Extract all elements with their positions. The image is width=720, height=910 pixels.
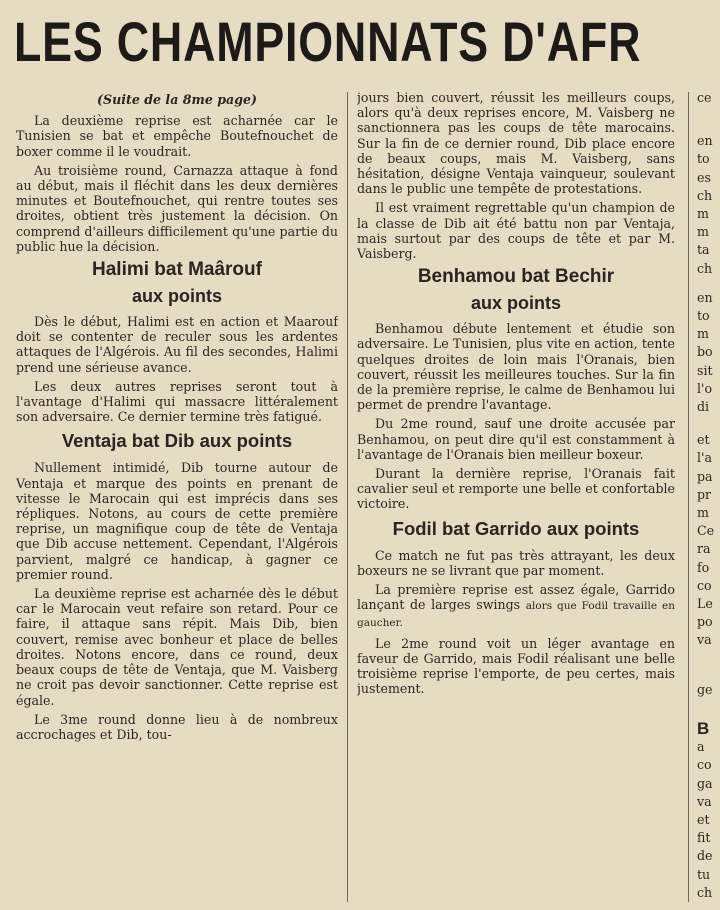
column-divider bbox=[347, 92, 348, 902]
text-fragment: en bbox=[697, 133, 713, 149]
subheading-aux-points: aux points bbox=[470, 293, 561, 314]
text-fragment: fo bbox=[697, 559, 710, 575]
text-fragment: sit bbox=[697, 362, 713, 378]
text-fragment: en bbox=[697, 289, 713, 305]
article-column-2 bbox=[357, 90, 675, 701]
paragraph: Du 2me round, sauf une droite accusée par Benhamou, on peut dire qu'il est constamment à l'avantage de l'Oranais bien meilleur boxeur. bbox=[357, 416, 675, 462]
paragraph: Les deux autres reprises seront tout à l'avantage d'Halimi qui massacre littéralement son adversaire. Ce dernier termine très fatigué. bbox=[16, 378, 338, 425]
text-fragment: es bbox=[697, 169, 711, 185]
text-fragment: l'a bbox=[697, 450, 712, 466]
text-fragment: m bbox=[697, 326, 709, 342]
text-fragment: to bbox=[697, 151, 710, 167]
text-fragment: co bbox=[697, 577, 712, 593]
text-fragment: ch bbox=[697, 187, 713, 203]
text-fragment: pr bbox=[697, 486, 712, 502]
paragraph: jours bien couvert, réussit les meilleurs coups, alors qu'à deux reprises encore, M. Vaisberg ne sanctionnera pas les coups de tête marocains. Sur la fin de ce dernier round, Dib place encore de beaux coups, mais M. Vaisberg, sans hésitation, désigne Ventaja vainqueur, soulevant dans le public une tempête de protestations. bbox=[357, 90, 675, 197]
text-fragment: tu bbox=[697, 866, 711, 882]
paragraph: Nullement intimidé, Dib tourne autour de Ventaja et marque des points en prenant de vitesse le Marocain qui est imprécis dans ses répliques. Notons, au cours de cette première reprise, un magnifique coup de tête de Ventaja que Dib accuse nettement. Cependant, l'Algérois parvient, malgré ce handicap, à gagner ce premier round. bbox=[16, 460, 338, 582]
text-fragment: bo bbox=[697, 344, 713, 360]
text-fragment: B bbox=[697, 718, 710, 738]
paragraph: Durant la dernière reprise, l'Oranais fait cavalier seul et remporte une belle et confortable victoire. bbox=[357, 466, 675, 512]
paragraph: La deuxième reprise est acharnée car le Tunisien se bat et empêche Boutefnouchet de boxer comme il le voudrait. bbox=[16, 113, 338, 159]
text-fragment: va bbox=[697, 632, 712, 648]
text-fragment: m bbox=[697, 505, 709, 521]
text-fragment: ge bbox=[697, 681, 713, 697]
text-fragment: et bbox=[697, 811, 710, 827]
text-fragment: a bbox=[697, 739, 705, 755]
subheading-aux-points: aux points bbox=[131, 286, 222, 307]
text-fragment: di bbox=[697, 399, 710, 415]
text-fragment: l'o bbox=[697, 380, 713, 396]
continuation-note: (Suite de la 8me page) bbox=[97, 92, 257, 107]
paragraph: Benhamou débute lentement et étudie son adversaire. Le Tunisien, plus vite en action, tente quelques droites de loin mais l'Oranais, bien couvert, réussit les meilleures touches. Sur la fin de la première reprise, le calme de Benhamou lui permet de prendre l'avantage. bbox=[357, 321, 675, 413]
text-fragment: co bbox=[697, 757, 712, 773]
text-fragment: va bbox=[697, 793, 712, 809]
paragraph-text: La première reprise est assez égale, Garrido lançant de larges swings bbox=[357, 582, 675, 613]
paragraph: Dès le début, Halimi est en action et Maarouf doit se contenter de reculer sous les ardentes attaques de l'Algérois. Au fil des secondes, Halimi prend une sérieuse avance. bbox=[16, 314, 338, 375]
paragraph: Le 3me round donne lieu à de nombreux accrochages et Dib, tou- bbox=[16, 711, 338, 742]
subheading-fodil: Fodil bat Garrido aux points bbox=[392, 517, 640, 539]
text-fragment: pa bbox=[697, 468, 713, 484]
text-fragment: ce bbox=[697, 90, 712, 105]
text-fragment: to bbox=[697, 308, 710, 324]
paragraph: Au troisième round, Carnazza attaque à fond au début, mais il fléchit dans les deux dernières minutes et Boutefnouchet, qui rentre toutes ses droites, obtient très justement la décision. On comprend d'ailleurs difficilement qu'une partie du public hue la décision. bbox=[16, 162, 338, 254]
text-fragment: ch bbox=[697, 260, 713, 276]
subheading-benhamou: Benhamou bat Bechir bbox=[417, 266, 615, 288]
article-column-3-cropped bbox=[697, 90, 720, 900]
subheading-ventaja: Ventaja bat Dib aux points bbox=[61, 430, 293, 452]
paragraph: Le 2me round voit un léger avantage en faveur de Garrido, mais Fodil réalisant une belle troisième reprise l'emporte, de peu certes, mais justement. bbox=[357, 635, 675, 697]
subheading-halimi: Halimi bat Maârouf bbox=[92, 259, 262, 281]
paragraph: La deuxième reprise est acharnée dès le début car le Marocain veut refaire son retard. Pour ce faire, il attaque sans répit. Mais Dib, bien couvert, remise avec bonheur et place de belles droites. Notons encore, dans ce round, deux beaux coups de tête de Ventaja, que M. Vaisberg ne croit pas devoir sanctionner. Cette reprise est égale. bbox=[16, 586, 338, 708]
text-fragment: et bbox=[697, 432, 710, 448]
text-fragment: ta bbox=[697, 242, 710, 258]
text-fragment: Le bbox=[697, 596, 713, 612]
paragraph: Il est vraiment regrettable qu'un champion de la classe de Dib ait été battu non par Ventaja, mais surtout par des coups de tête et par M. Vaisberg. bbox=[357, 200, 675, 262]
text-fragment: m bbox=[697, 224, 709, 240]
text-fragment: ga bbox=[697, 775, 713, 791]
text-fragment: Ce bbox=[697, 523, 715, 539]
text-fragment: po bbox=[697, 614, 713, 630]
headline: LES CHAMPIONNATS D'AFR bbox=[14, 10, 642, 73]
text-fragment: fit bbox=[697, 830, 711, 846]
paragraph: Ce match ne fut pas très attrayant, les deux boxeurs ne se livrant que par moment. bbox=[357, 547, 675, 578]
text-fragment: de bbox=[697, 848, 713, 864]
paragraph bbox=[357, 582, 675, 632]
paragraph-small-text: alors que Fodil travaille en gaucher. bbox=[357, 600, 675, 630]
article-column-1 bbox=[16, 90, 338, 746]
text-fragment: ra bbox=[697, 541, 711, 557]
text-fragment: m bbox=[697, 206, 709, 222]
text-fragment: ch bbox=[697, 884, 713, 900]
column-divider bbox=[688, 92, 689, 902]
